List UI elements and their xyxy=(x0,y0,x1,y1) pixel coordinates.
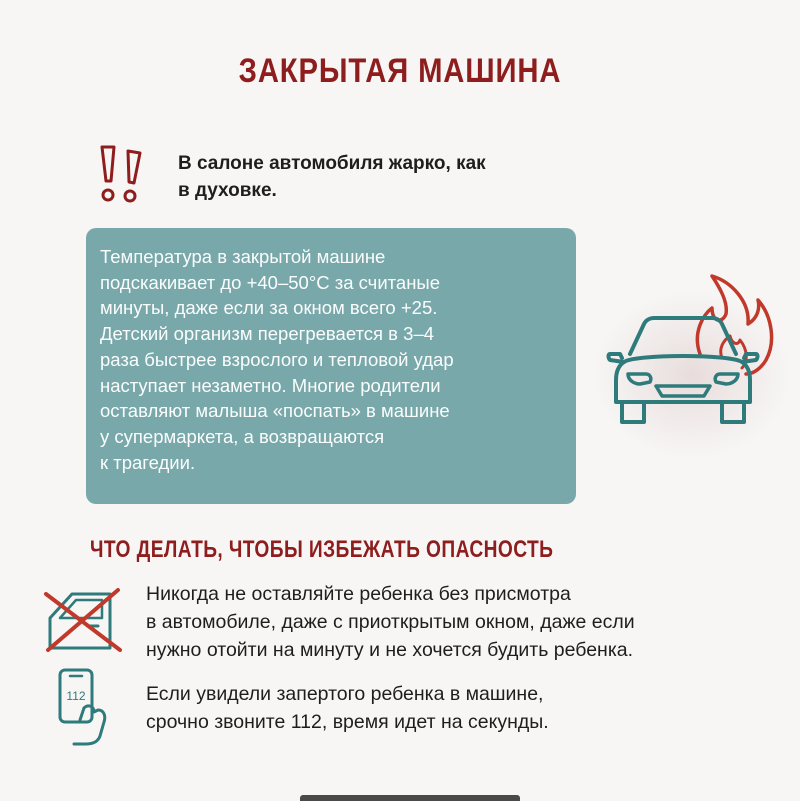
phone-112-icon xyxy=(52,664,110,746)
info-text: Температура в закрытой машине подскакивает до +40–50°C за считаные минуты, даже если за окном всего +25. Детский организм перегревается в 3–4 раза быстрее взрослого и тепловой удар наступает незаметно. Многие родители оставляют малыша «поспать» в машине у супермаркета, а возвращаются к трагедии. xyxy=(100,246,454,473)
info-box xyxy=(86,228,576,504)
double-exclamation-icon xyxy=(96,143,152,207)
warning-text xyxy=(178,150,578,204)
warning-line-1: В салоне автомобиля жарко, как xyxy=(178,153,486,174)
tip-call-112: Если увидели запертого ребенка в машине, срочно звоните 112, время идет на секунды. xyxy=(146,683,549,733)
page-title: ЗАКРЫТАЯ МАШИНА xyxy=(238,52,562,90)
warning-line-2: в духовке. xyxy=(178,180,277,201)
burning-car-icon xyxy=(600,262,782,442)
bottom-edge-bar xyxy=(300,795,520,801)
section-heading: ЧТО ДЕЛАТЬ, ЧТОБЫ ИЗБЕЖАТЬ ОПАСНОСТЬ xyxy=(90,536,554,563)
tip-no-unattended-child: Никогда не оставляйте ребенка без присмотра в автомобиле, даже с приоткрытым окном, даже если нужно отойти на минуту и не хочется будить ребенка. xyxy=(146,583,635,661)
crossed-car-door-icon xyxy=(38,586,128,654)
phone-112-label: 112 xyxy=(66,689,86,703)
